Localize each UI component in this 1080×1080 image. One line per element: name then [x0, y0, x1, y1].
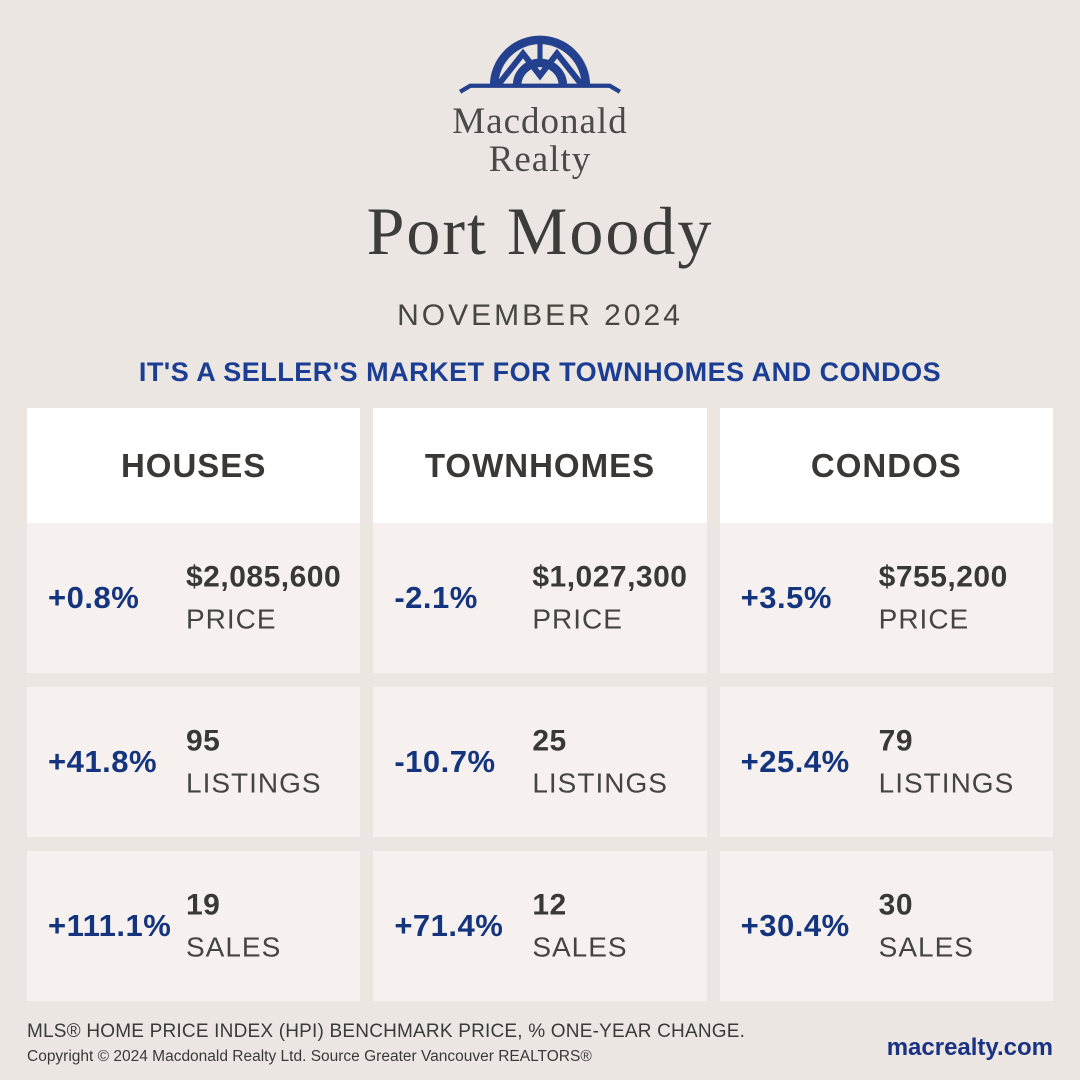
macdonald-realty-logo — [0, 26, 1080, 103]
footer-disclaimer — [27, 1021, 745, 1066]
change-badge: +111.1% — [48, 908, 172, 943]
change-badge: +41.8% — [48, 744, 158, 779]
stat-value: 19 — [186, 888, 221, 922]
fanlight-arch-icon — [455, 26, 625, 103]
footer-hpi-note: MLS® HOME PRICE INDEX (HPI) BENCHMARK PRICE, % ONE-YEAR CHANGE. — [27, 1021, 746, 1042]
stat-card-condos-sales — [720, 851, 1053, 1001]
change-badge: +3.5% — [740, 580, 832, 615]
stat-metric-label: SALES — [532, 931, 628, 963]
stat-card-condos-price — [720, 523, 1053, 673]
stat-card-condos-listings — [720, 687, 1053, 837]
column-townhomes — [373, 408, 706, 1001]
stat-metric-label: LISTINGS — [532, 767, 668, 799]
stat-metric-label: PRICE — [532, 603, 623, 635]
stat-card-townhomes-sales — [373, 851, 706, 1001]
change-badge: +30.4% — [740, 908, 850, 943]
footer — [27, 1021, 1053, 1066]
stat-card-townhomes-price — [373, 523, 706, 673]
column-header-condos: CONDOS — [720, 408, 1053, 523]
stat-value: $755,200 — [878, 560, 1008, 594]
stat-card-houses-listings — [27, 687, 360, 837]
stat-value: 79 — [878, 724, 914, 758]
market-headline: IT'S A SELLER'S MARKET FOR TOWNHOMES AND CONDOS — [138, 357, 942, 388]
stat-metric-label: PRICE — [186, 603, 277, 635]
stat-value: 30 — [878, 888, 914, 922]
stat-card-houses-price — [27, 523, 360, 673]
change-badge: +0.8% — [48, 580, 140, 615]
stat-metric-label: PRICE — [878, 603, 970, 635]
change-badge: +71.4% — [394, 908, 504, 943]
column-condos — [720, 408, 1053, 1001]
stat-value: 25 — [532, 724, 567, 758]
stats-grid — [27, 408, 1053, 1001]
stat-card-townhomes-listings — [373, 687, 706, 837]
stat-value: 95 — [186, 724, 221, 758]
footer-copyright: Copyright © 2024 Macdonald Realty Ltd. Source Greater Vancouver REALTORS® — [27, 1048, 592, 1065]
stat-value: $1,027,300 — [532, 560, 688, 594]
stat-metric-label: LISTINGS — [186, 767, 322, 799]
column-houses — [27, 408, 360, 1001]
page-title: Port Moody — [366, 193, 714, 270]
brand-name-line1: Macdonald — [452, 101, 628, 142]
stat-value: 12 — [532, 888, 567, 922]
column-header-townhomes: TOWNHOMES — [373, 408, 706, 523]
stat-value: $2,085,600 — [186, 560, 342, 594]
change-badge: -10.7% — [394, 744, 496, 779]
column-header-houses: HOUSES — [27, 408, 360, 523]
stat-metric-label: SALES — [878, 931, 974, 963]
header-section — [0, 0, 1080, 388]
website-link[interactable]: macrealty.com — [886, 1034, 1053, 1061]
stat-metric-label: SALES — [186, 931, 282, 963]
report-month: NOVEMBER 2024 — [397, 299, 683, 333]
change-badge: +25.4% — [740, 744, 850, 779]
change-badge: -2.1% — [394, 580, 478, 615]
stat-card-houses-sales — [27, 851, 360, 1001]
brand-name-line2: Realty — [488, 138, 592, 180]
stat-metric-label: LISTINGS — [878, 767, 1015, 799]
